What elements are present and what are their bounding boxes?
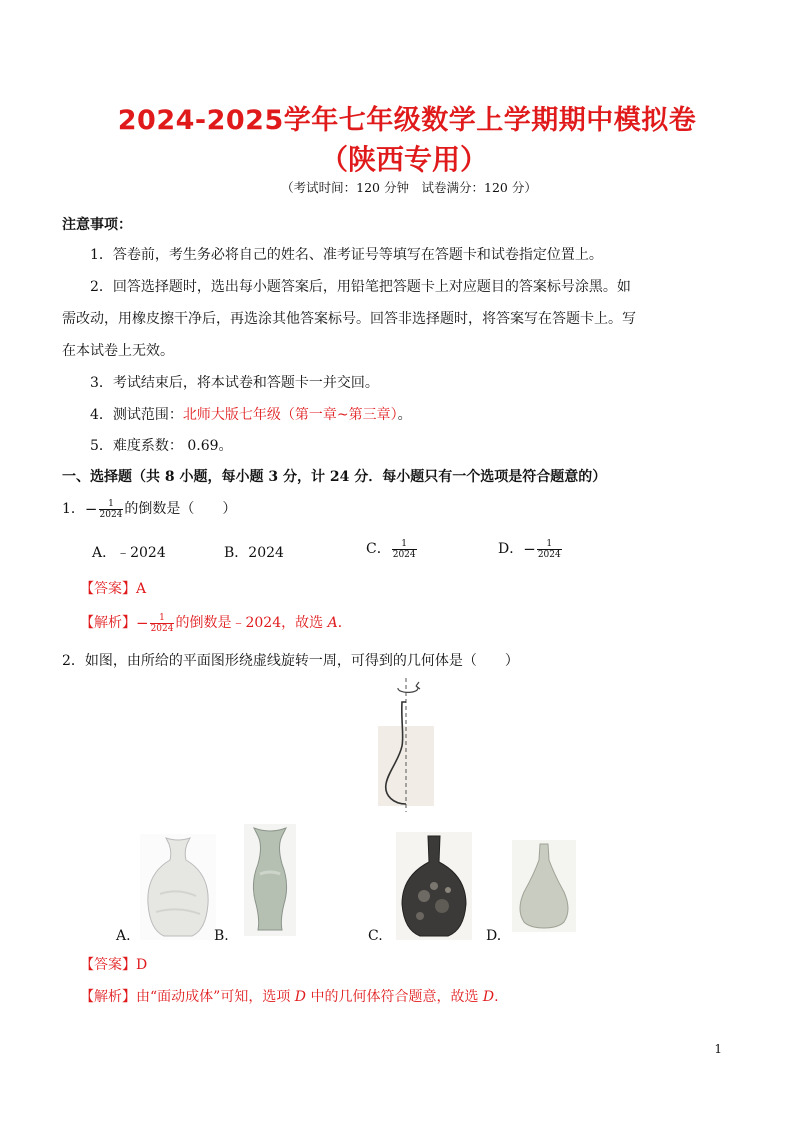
explanation-text: 的倒数是﹣2024，故选	[175, 615, 328, 631]
fraction-denominator: 2024	[537, 549, 561, 560]
option-c-label: C．	[366, 541, 391, 557]
note-item-1: 1．答卷前，考生务必将自己的姓名、准考证号等填写在答题卡和试卷指定位置上。	[90, 247, 603, 263]
question-1-option-c	[366, 538, 418, 560]
explanation-mid: 中的几何体符合题意，故选	[306, 989, 483, 1005]
fraction-denominator: 2024	[392, 549, 416, 560]
note-item-2-line1: 2．回答选择题时，选出每小题答案后，用铅笔把答题卡上对应题目的答案标号涂黑。如	[90, 279, 631, 295]
vase-option-b-image	[244, 824, 296, 936]
rotation-figure	[378, 676, 434, 816]
question-number: 1．	[62, 501, 85, 517]
vase-option-c-image	[396, 832, 472, 940]
fraction	[99, 499, 124, 520]
fraction-numerator: 1	[392, 539, 417, 550]
fraction	[392, 539, 417, 560]
exam-region: （陕西专用）	[319, 143, 488, 176]
question-1-suffix: 的倒数是（ ）	[124, 501, 237, 517]
explanation-choice: A	[327, 615, 338, 631]
note-item-4	[90, 404, 412, 424]
answer-value: A	[136, 581, 147, 597]
minus-sign: −	[84, 500, 98, 518]
question-1-option-a: A．﹣2024	[92, 545, 166, 561]
question-1-answer	[80, 578, 146, 598]
note-item-4-suffix: 。	[397, 407, 412, 423]
question-2-answer	[80, 954, 147, 974]
exam-meta: （考试时间：120 分钟 试卷满分：120 分）	[281, 180, 537, 195]
question-2-option-a: A.	[116, 928, 131, 944]
minus-sign: −	[136, 614, 149, 632]
option-d-label: D．	[498, 541, 524, 557]
explanation-end: ．	[337, 615, 352, 631]
question-2-explanation	[80, 986, 499, 1006]
fraction-denominator: 2024	[150, 623, 174, 634]
question-2-option-b: B.	[214, 928, 229, 944]
fraction-numerator: 1	[537, 539, 562, 550]
vase-option-a-image	[140, 834, 216, 940]
explanation-label: 【解析】	[80, 989, 136, 1005]
note-item-2-line2: 需改动，用橡皮擦干净后，再选涂其他答案标号。回答非选择题时，将答案写在答题卡上。写	[62, 311, 636, 327]
note-item-5: 5．难度系数： 0.69。	[90, 438, 233, 454]
exam-title: 2024-2025学年七年级数学上学期期中模拟卷	[117, 105, 697, 136]
question-1-option-b: B．2024	[224, 545, 284, 561]
note-item-3: 3．考试结束后，将本试卷和答题卡一并交回。	[90, 375, 379, 391]
note-item-2-line3: 在本试卷上无效。	[62, 343, 174, 359]
explanation-choice: D	[482, 989, 495, 1005]
answer-label: 【答案】	[80, 581, 136, 597]
note-item-4-scope: 北师大版七年级（第一章~第三章）	[182, 407, 398, 423]
explanation-end: .	[494, 989, 499, 1005]
question-2-option-d: D.	[486, 928, 502, 944]
explanation-text: 由“面动成体”可知，选项	[136, 989, 295, 1005]
fraction	[150, 613, 175, 634]
fraction-numerator: 1	[150, 613, 175, 624]
fraction-numerator: 1	[99, 499, 124, 510]
vase-option-d-image	[512, 840, 576, 932]
question-1-stem	[62, 498, 236, 520]
minus-sign: −	[523, 540, 536, 558]
question-2-option-c: C.	[368, 928, 383, 944]
page-number: 1	[714, 1042, 722, 1056]
fraction-denominator: 2024	[99, 509, 123, 520]
explanation-label: 【解析】	[80, 615, 136, 631]
notes-heading: 注意事项：	[62, 217, 132, 233]
section-heading: 一、选择题（共 8 小题，每小题 3 分，计 24 分．每小题只有一个选项是符合题意的）	[62, 469, 607, 485]
answer-label: 【答案】	[80, 957, 136, 973]
note-item-4-prefix: 4．测试范围：	[90, 407, 183, 423]
answer-value: D	[136, 957, 148, 973]
question-1-option-d	[498, 538, 563, 560]
question-1-explanation	[80, 612, 352, 634]
fraction	[537, 539, 562, 560]
question-2-stem: 2．如图，由所给的平面图形绕虚线旋转一周，可得到的几何体是（ ）	[62, 653, 519, 669]
explanation-choice: D	[294, 989, 306, 1005]
